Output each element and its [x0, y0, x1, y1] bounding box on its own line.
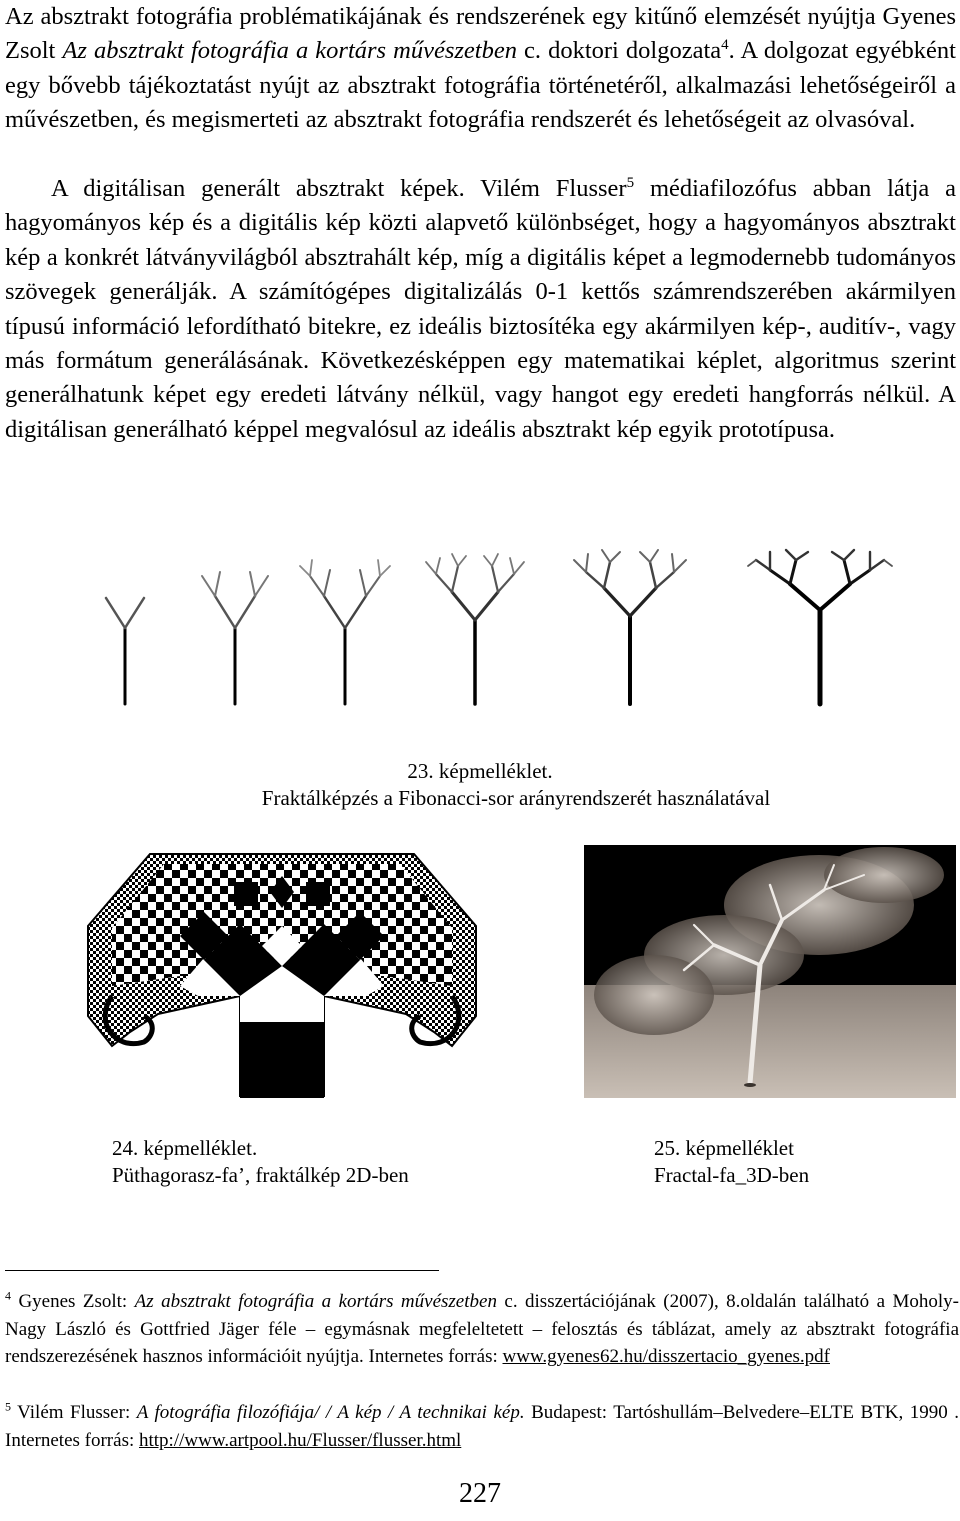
footnote-separator — [5, 1270, 439, 1271]
footnote-5-title: A fotográfia filozófiája/ / A kép / A technikai kép. — [136, 1402, 525, 1423]
paragraph-intro-tail: . A dolgozat egyébként egy bővebb tájékoztatást nyújt az absztrakt fotográfia történetéről, alkalmazási lehetőségeiről a művészetben, és megismerteti az absztrakt fotográfia rendszerét és lehetőségeit az olvasóval. — [5, 37, 956, 134]
paragraph-digital-tail: médiafilozófus abban látja a hagyományos kép és a digitális kép közti alapvető különbséget, hogy a hagyományos absztrakt kép a konkrét látványvilágból absztrahált kép, míg a digitális képet a legmodernebb tudományos szövegek generálják. A számítógépes digitalizálás 0-1 kettős számrendszerében akármilyen típusú információ lefordítható bitekre, ez ideális biztosítéka egy akármilyen kép-, auditív-, vagy más formátum generálásának. Következésképpen egy matematikai képlet, algoritmus szerint generálhatunk képet egy eredeti látvány nélkül, vagy hangot egy eredeti hangforrás nélkül. A digitálisan generálható képpel megvalósul az ideális absztrakt kép egyik prototípusa. — [5, 175, 957, 443]
page-number: 227 — [459, 1478, 501, 1509]
footnote-ref-5[interactable]: 5 — [626, 174, 635, 191]
footnote-ref-4[interactable]: 4 — [721, 37, 729, 54]
footnote-5-text: Budapest: Tartóshullám–Belvedere–ELTE BTK, 1990 . Internetes forrás: — [5, 1402, 959, 1451]
footnote-4-title: Az absztrakt fotográfia a kortárs művészetben — [134, 1291, 497, 1312]
figure-25-caption: Fractal-fa_3D-ben — [654, 1163, 810, 1187]
figure-25-number: 25. képmelléklet — [654, 1136, 794, 1160]
pythagoras-tree-2d-image — [84, 846, 480, 1098]
dissertation-title: Az absztrakt fotográfia a kortárs művészetben — [62, 37, 517, 65]
footnote-4-mark: 4 — [5, 1288, 11, 1303]
footnote-4-text: c. disszertációjának (2007), 8.oldalán található a Moholy-Nagy László és Gottfried Jäger féle – egymásnak megfeleltetett – felosztás és táblázat, amely az absztrakt fotográfia rendszerezésének hasznos információit nyújtja. Internetes forrás: — [5, 1291, 959, 1367]
paragraph-intro-lead: Az absztrakt fotográfia problématikájának és rendszerének egy kitűnő elemzését nyújtja Gyenes Zsolt — [5, 3, 956, 65]
footnote-5-author: Vilém Flusser: — [11, 1402, 137, 1423]
footnote-5 — [5, 1399, 959, 1454]
footnote-5-mark: 5 — [5, 1399, 11, 1414]
footnote-4-author: Gyenes Zsolt: — [11, 1291, 135, 1312]
footnote-4-link[interactable]: www.gyenes62.hu/disszertacio_gyenes.pdf — [502, 1346, 830, 1367]
figure-24-caption: Püthagorasz-fa’, fraktálkép 2D-ben — [112, 1163, 409, 1187]
figure-23-number: 23. képmelléklet. — [407, 759, 553, 783]
fractal-tree-3d-image — [584, 845, 956, 1098]
figure-24-number: 24. képmelléklet. — [112, 1136, 258, 1160]
footnote-5-link[interactable]: http://www.artpool.hu/Flusser/flusser.html — [139, 1429, 462, 1451]
paragraph-intro — [5, 0, 956, 138]
footnote-4 — [5, 1288, 959, 1371]
fibonacci-fractal-trees-image — [100, 548, 910, 726]
paragraph-digital-lead: A digitálisan generált absztrakt képek. Vilém Flusser — [51, 175, 627, 202]
paragraph-digital — [5, 172, 956, 447]
paragraph-intro-mid: c. doktori dolgozata — [516, 37, 722, 65]
figure-23-caption: Fraktálképzés a Fibonacci-sor arányrendszerét használatával — [261, 786, 771, 810]
